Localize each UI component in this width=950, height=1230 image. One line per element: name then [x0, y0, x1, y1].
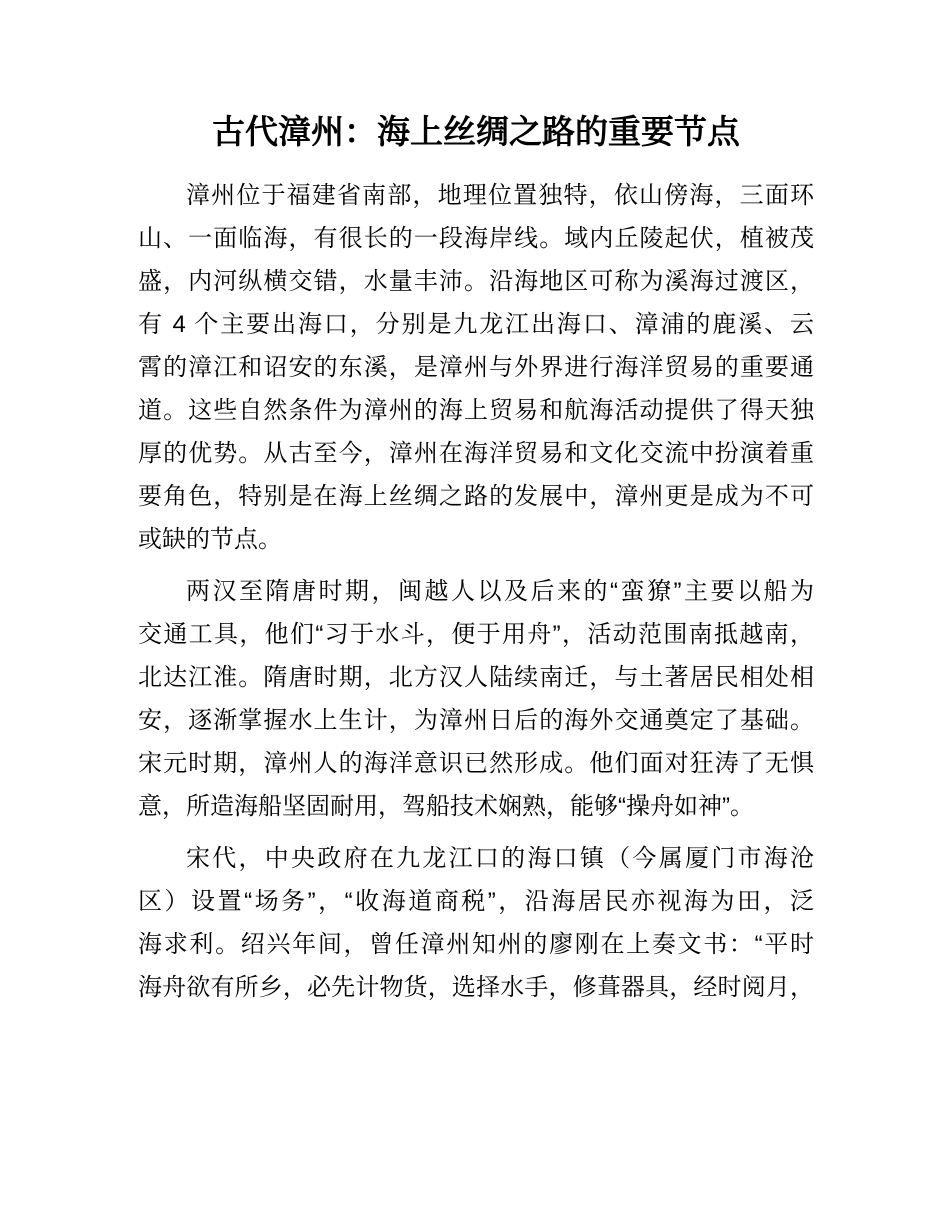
document-body	[138, 174, 814, 1009]
text-line: 两汉至隋唐时期，闽越人以及后来的“蛮獠”主要以船为	[186, 578, 814, 605]
text-line: 宋代，中央政府在九龙江口的海口镇（今属厦门市海沧	[186, 845, 814, 872]
document-title: 古代漳州：海上丝绸之路的重要节点	[212, 113, 740, 150]
text-line: 要角色，特别是在海上丝绸之路的发展中，漳州更是成为不可	[138, 483, 814, 510]
text-line: 区）设置“场务”，“收海道商税”，沿海居民亦视海为田，泛	[138, 888, 814, 915]
text-line: 交通工具，他们“习于水斗，便于用舟”，活动范围南抵越南，	[138, 621, 814, 648]
text-line: 道。这些自然条件为漳州的海上贸易和航海活动提供了得天独	[138, 397, 814, 424]
paragraph	[138, 570, 814, 828]
text-line: 霄的漳江和诏安的东溪，是漳州与外界进行海洋贸易的重要通	[138, 354, 814, 381]
text-line: 安，逐渐掌握水上生计，为漳州日后的海外交通奠定了基础。	[138, 707, 814, 734]
paragraph	[138, 174, 814, 561]
text-line: 有 4 个主要出海口，分别是九龙江出海口、漳浦的鹿溪、云	[138, 311, 814, 338]
text-line: 宋元时期，漳州人的海洋意识已然形成。他们面对狂涛了无惧	[138, 750, 814, 777]
text-line: 山、一面临海，有很长的一段海岸线。域内丘陵起伏，植被茂	[138, 225, 814, 252]
text-line: 海舟欲有所乡，必先计物货，选择水手，修葺器具，经时阅月，	[138, 974, 814, 1001]
text-line: 盛，内河纵横交错，水量丰沛。沿海地区可称为溪海过渡区，	[138, 268, 814, 295]
text-line: 意，所造海船坚固耐用，驾船技术娴熟，能够“操舟如神”。	[138, 793, 754, 820]
text-line: 北达江淮。隋唐时期，北方汉人陆续南迁，与土著居民相处相	[138, 664, 814, 691]
text-line: 海求利。绍兴年间，曾任漳州知州的廖刚在上奏文书：“平时	[138, 931, 814, 958]
text-line: 漳州位于福建省南部，地理位置独特，依山傍海，三面环	[186, 182, 814, 209]
paragraph	[138, 837, 814, 1009]
text-line: 厚的优势。从古至今，漳州在海洋贸易和文化交流中扮演着重	[138, 440, 814, 467]
text-line: 或缺的节点。	[138, 526, 282, 553]
